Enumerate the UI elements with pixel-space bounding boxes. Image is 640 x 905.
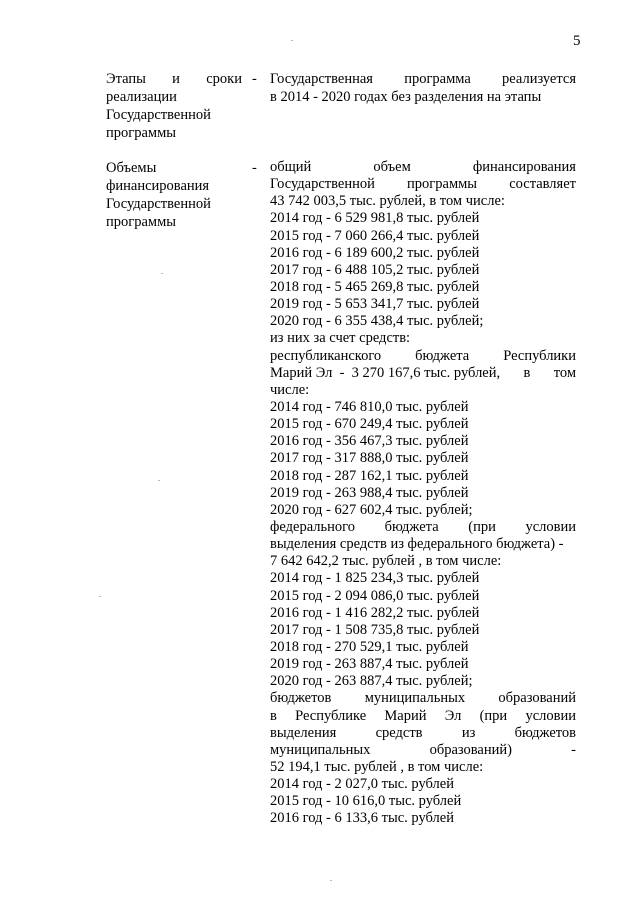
text-segment: том (553, 364, 576, 381)
text-segment: 2018 год - 287 162,1 тыс. рублей (270, 467, 469, 484)
label-segment: программы (106, 214, 176, 230)
label-line (106, 124, 242, 142)
text-segment: республиканского (270, 347, 382, 364)
text-segment: 2016 год - 6 189 600,2 тыс. рублей (270, 244, 480, 261)
text-segment: Марий (384, 707, 427, 724)
text-line (270, 622, 576, 639)
text-line (270, 296, 576, 313)
label-line (106, 88, 242, 106)
text-line (270, 725, 576, 742)
text-segment: 2015 год - 670 249,4 тыс. рублей (270, 416, 469, 433)
text-line (270, 176, 576, 193)
text-segment: 2016 год - 6 133,6 тыс. рублей (270, 810, 454, 827)
text-segment: Государственной (270, 176, 375, 193)
text-segment: 2015 год - 7 060 266,4 тыс. рублей (270, 227, 480, 244)
label-line (106, 70, 242, 88)
text-line (270, 519, 576, 536)
scan-speck (99, 596, 101, 597)
text-line (270, 708, 576, 725)
text-line (270, 70, 576, 88)
text-line (270, 193, 576, 210)
text-segment: образований) (429, 741, 512, 758)
text-segment: бюджета (384, 518, 439, 535)
label-segment: реализации (106, 89, 177, 105)
text-segment: Марий Эл - 3 270 167,6 тыс. рублей, (270, 364, 501, 381)
text-segment: в (270, 707, 277, 724)
text-line (270, 588, 576, 605)
text-line (270, 262, 576, 279)
text-segment: 43 742 003,5 тыс. рублей, в том числе: (270, 193, 505, 210)
label-line (106, 195, 242, 213)
text-segment: в 2014 - 2020 годах без разделения на этапы (270, 89, 542, 105)
row-text (270, 159, 576, 827)
label-line (106, 159, 242, 177)
text-line (270, 605, 576, 622)
text-segment: 2017 год - 1 508 735,8 тыс. рублей (270, 621, 480, 638)
text-line (270, 570, 576, 587)
text-segment: муниципальных (364, 690, 466, 707)
text-line (270, 450, 576, 467)
text-line (270, 793, 576, 810)
text-segment: условии (525, 518, 576, 535)
text-segment: 2019 год - 263 988,4 тыс. рублей (270, 484, 469, 501)
label-segment: Государственной (106, 196, 211, 212)
text-segment: Эл (444, 707, 462, 724)
text-segment: 2020 год - 627 602,4 тыс. рублей; (270, 501, 473, 518)
text-line (270, 433, 576, 450)
text-line (270, 639, 576, 656)
text-segment: выделения средств из федерального бюджета) - (270, 536, 564, 553)
text-line (270, 210, 576, 227)
text-line (270, 416, 576, 433)
text-line (270, 776, 576, 793)
text-segment: 2014 год - 6 529 981,8 тыс. рублей (270, 210, 480, 227)
text-segment: 2014 год - 2 027,0 тыс. рублей (270, 776, 454, 793)
label-segment: программы (106, 125, 176, 141)
scan-speck (158, 480, 160, 481)
text-line (270, 759, 576, 776)
text-segment: 2018 год - 270 529,1 тыс. рублей (270, 638, 469, 655)
text-line (270, 279, 576, 296)
text-segment: 7 642 642,2 тыс. рублей , в том числе: (270, 553, 502, 570)
text-line (270, 348, 576, 365)
text-segment: федерального (270, 518, 355, 535)
text-segment: 2015 год - 10 616,0 тыс. рублей (270, 793, 462, 810)
label-segment: Государственной (106, 107, 211, 123)
text-line (270, 313, 576, 330)
text-segment: 2014 год - 1 825 234,3 тыс. рублей (270, 570, 480, 587)
dash-separator: - (252, 160, 257, 176)
text-segment: Республике (295, 707, 367, 724)
text-segment: программа (404, 71, 471, 87)
dash-separator: - (252, 71, 257, 87)
text-segment: программы (407, 176, 478, 193)
text-line (270, 485, 576, 502)
text-line (270, 399, 576, 416)
text-segment: выделения (270, 724, 337, 741)
text-segment: 2016 год - 356 467,3 тыс. рублей (270, 433, 469, 450)
text-segment: бюджетов (514, 724, 576, 741)
label-segment: и (172, 71, 180, 87)
text-segment: бюджета (415, 347, 470, 364)
text-segment: финансирования (472, 159, 576, 175)
label-segment: сроки (206, 71, 242, 87)
text-segment: Государственная (270, 71, 373, 87)
text-segment: 2015 год - 2 094 086,0 тыс. рублей (270, 587, 480, 604)
text-segment: средств (375, 724, 423, 741)
text-line (270, 690, 576, 707)
label-segment: финансирования (106, 178, 210, 194)
text-line (270, 553, 576, 570)
text-line (270, 245, 576, 262)
text-segment: общий (270, 159, 312, 175)
text-segment: 2017 год - 6 488 105,2 тыс. рублей (270, 261, 480, 278)
text-line (270, 330, 576, 347)
text-segment: условии (525, 707, 576, 724)
text-segment: 2019 год - 263 887,4 тыс. рублей (270, 656, 469, 673)
text-line (270, 656, 576, 673)
text-segment: 2014 год - 746 810,0 тыс. рублей (270, 398, 469, 415)
text-segment: 52 194,1 тыс. рублей , в том числе: (270, 758, 484, 775)
text-segment: из них за счет средств: (270, 330, 411, 347)
text-segment: бюджетов (270, 690, 332, 707)
text-segment: 2020 год - 6 355 438,4 тыс. рублей; (270, 313, 484, 330)
text-segment: реализуется (502, 71, 576, 87)
text-line (270, 88, 576, 106)
text-segment: 2017 год - 317 888,0 тыс. рублей (270, 450, 469, 467)
text-line (270, 382, 576, 399)
text-segment: в (523, 364, 531, 381)
text-line (270, 365, 576, 382)
text-segment: 2018 год - 5 465 269,8 тыс. рублей (270, 278, 480, 295)
text-line (270, 536, 576, 553)
text-segment: Республики (503, 347, 576, 364)
label-line (106, 106, 242, 124)
text-segment: объем (373, 159, 411, 175)
text-line (270, 742, 576, 759)
text-segment: числе: (270, 381, 310, 398)
text-line (270, 159, 576, 176)
text-line (270, 810, 576, 827)
text-segment: из (461, 724, 476, 741)
text-segment: 2016 год - 1 416 282,2 тыс. рублей (270, 604, 480, 621)
scan-speck (161, 273, 163, 274)
text-line (270, 468, 576, 485)
text-segment: 2020 год - 263 887,4 тыс. рублей; (270, 673, 473, 690)
text-segment: составляет (509, 176, 576, 193)
row-label (106, 159, 242, 231)
text-segment: - (571, 741, 576, 758)
label-line (106, 177, 242, 195)
text-segment: 2019 год - 5 653 341,7 тыс. рублей (270, 296, 480, 313)
text-segment: образований (498, 690, 576, 707)
label-segment: Этапы (106, 71, 146, 87)
page-number: 5 (573, 33, 581, 49)
scan-speck (291, 40, 293, 41)
label-segment: Объемы (106, 160, 157, 176)
scan-speck (330, 880, 332, 881)
row-text (270, 70, 576, 106)
text-segment: (при (468, 518, 496, 535)
text-line (270, 228, 576, 245)
row-label (106, 70, 242, 142)
label-line (106, 213, 242, 231)
text-line (270, 673, 576, 690)
text-segment: (при (479, 707, 508, 724)
text-segment: муниципальных (270, 741, 371, 758)
text-line (270, 502, 576, 519)
